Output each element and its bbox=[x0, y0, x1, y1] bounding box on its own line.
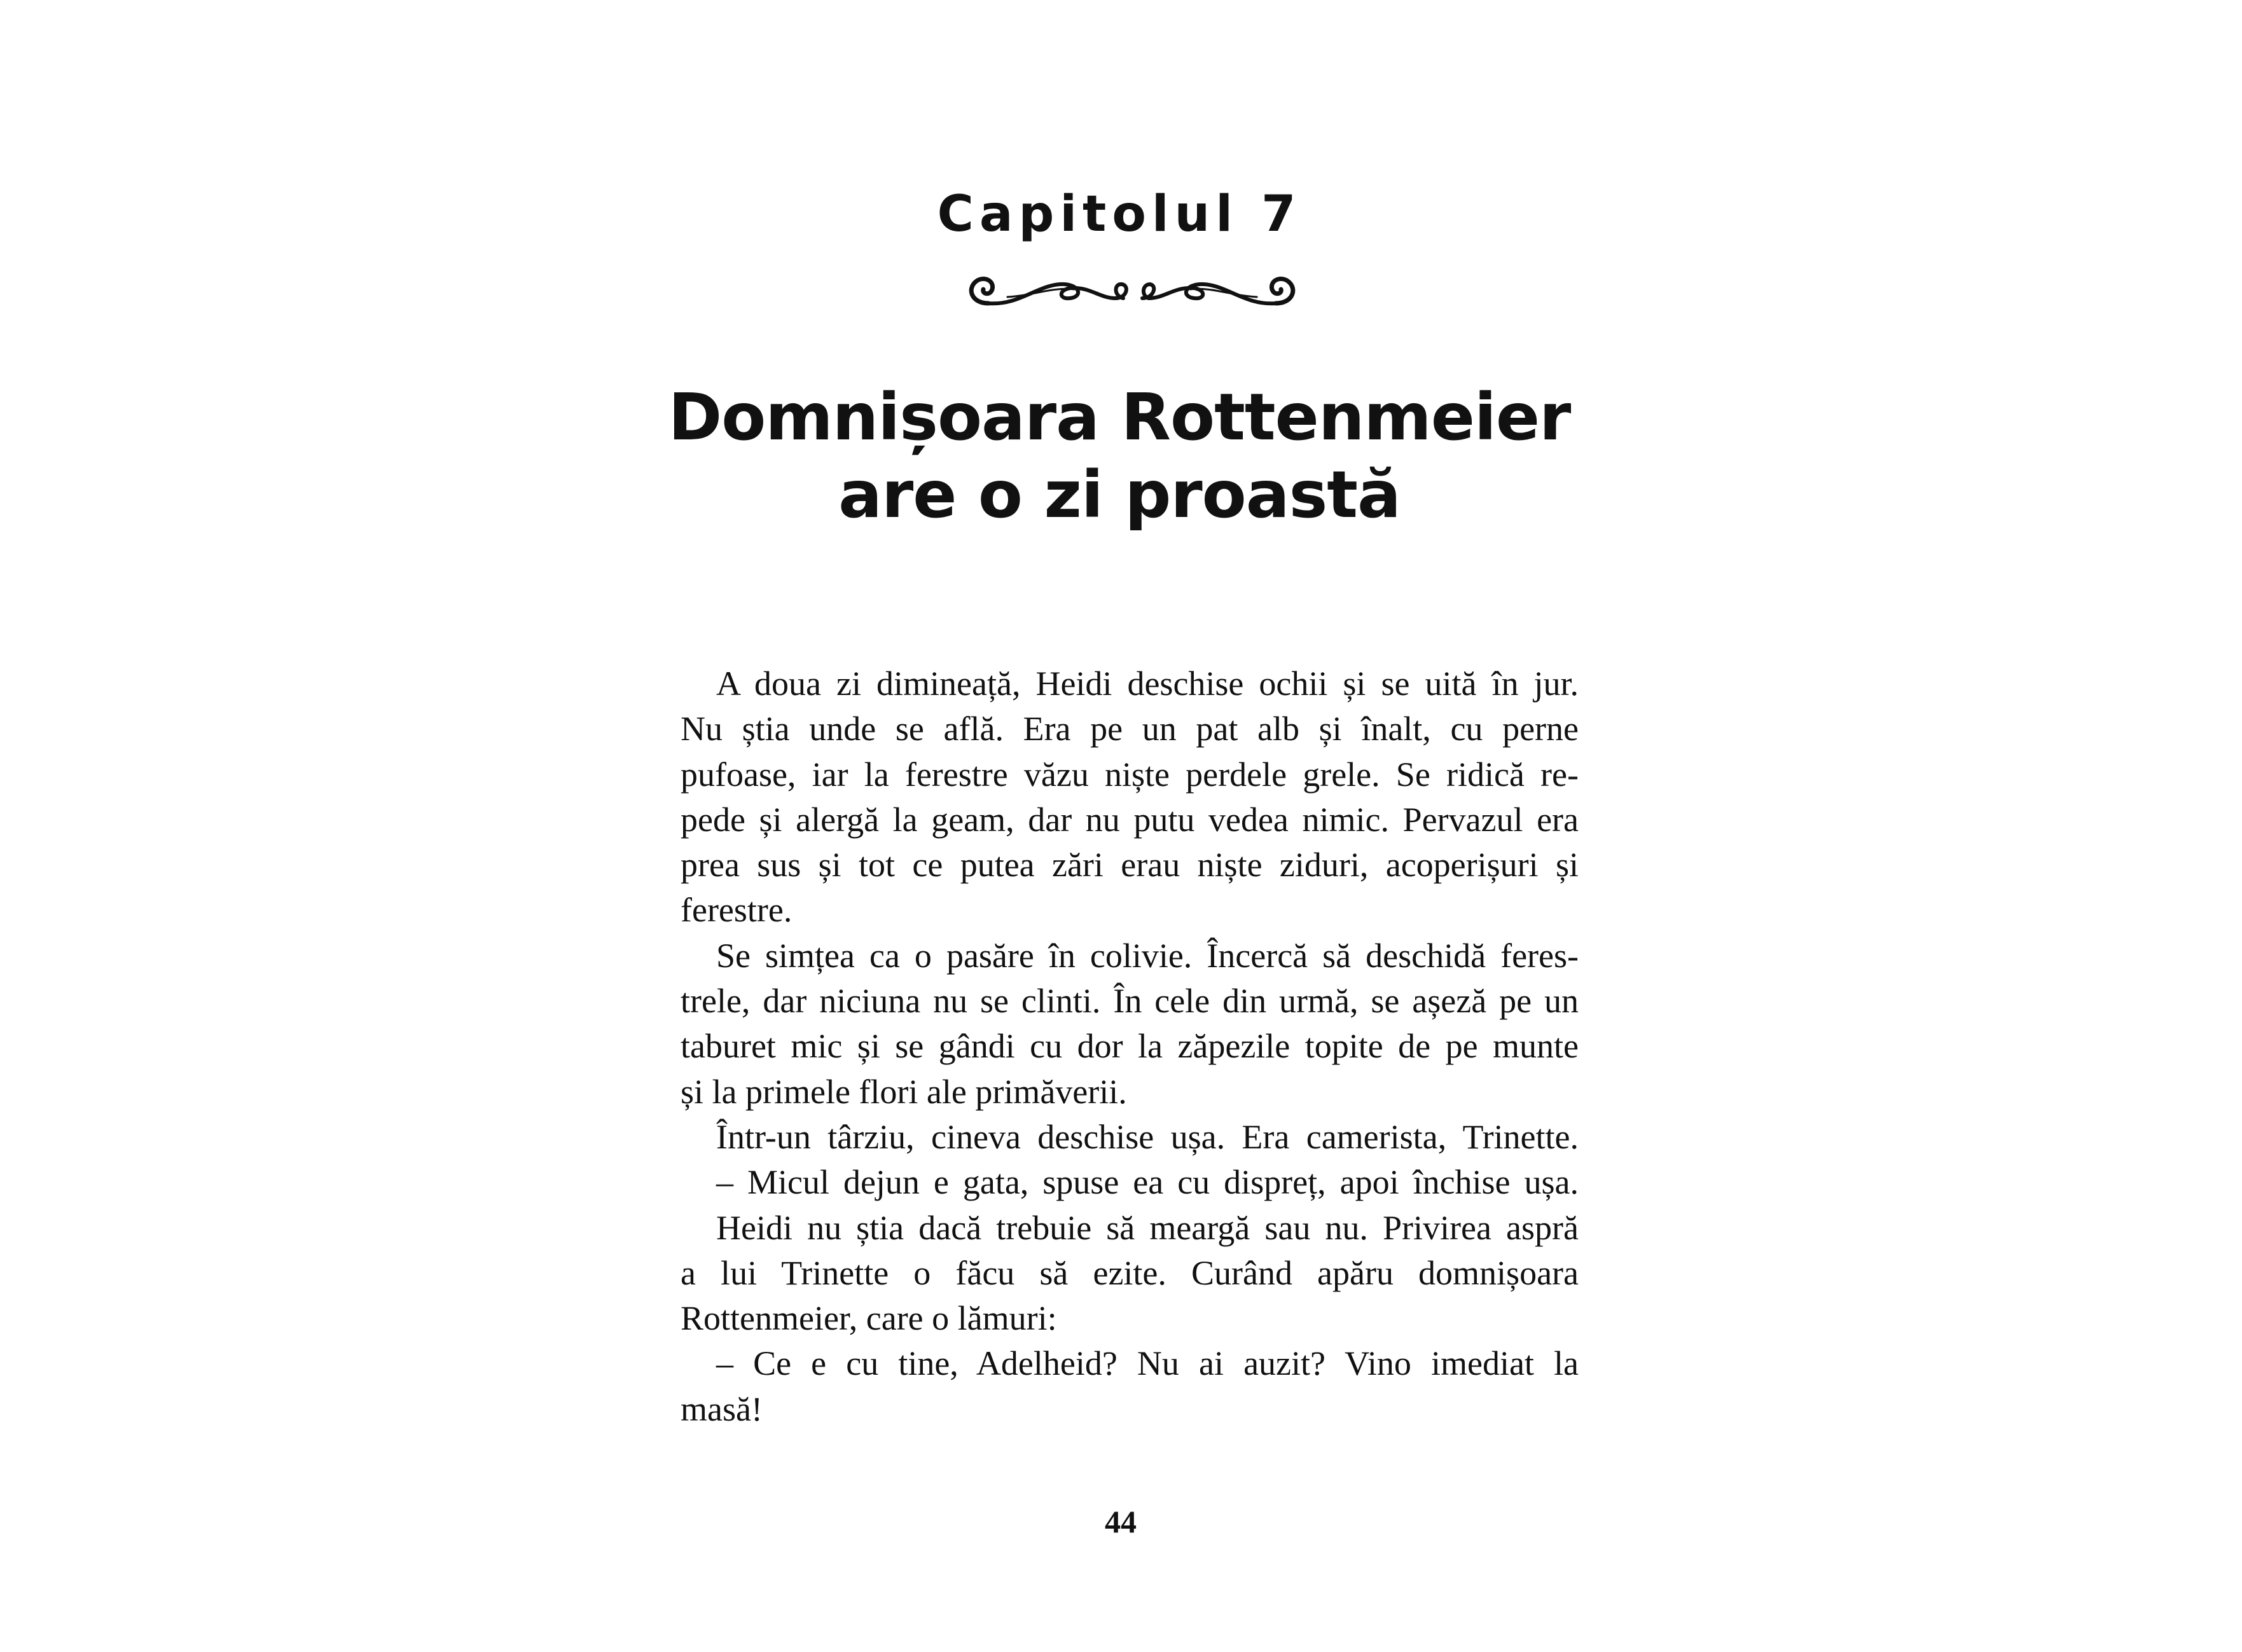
body-text bbox=[681, 661, 1579, 1432]
text-line: masă! bbox=[681, 1389, 763, 1428]
text-line: Rottenmeier, care o lămuri: bbox=[681, 1299, 1057, 1338]
text-line: a lui Trinette o făcu să ezite. Curând apăru domnișoara bbox=[681, 1253, 1579, 1292]
text-line: taburet mic și se gândi cu dor la zăpezile topite de pe munte bbox=[681, 1027, 1579, 1066]
text-line: Nu știa unde se află. Era pe un pat alb și înalt, cu perne bbox=[681, 710, 1579, 748]
text-line: trele, dar niciuna nu se clinti. În cele din urmă, se așeză pe un bbox=[681, 982, 1579, 1021]
page-number: 44 bbox=[1105, 1504, 1137, 1539]
text-line: Heidi nu știa dacă trebuie să meargă sau nu. Privirea aspră bbox=[716, 1208, 1579, 1247]
chapter-title-line: are o zi proastă bbox=[838, 457, 1401, 533]
chapter-title-line: Domnișoara Rottenmeier bbox=[668, 380, 1571, 455]
text-line: Într-un târziu, cineva deschise ușa. Era camerista, Trinette. bbox=[716, 1117, 1579, 1156]
text-line: prea sus și tot ce putea zări erau niște ziduri, acoperișuri și bbox=[681, 846, 1579, 885]
text-line: – Micul dejun e gata, spuse ea cu dispreț, apoi închise ușa. bbox=[716, 1163, 1579, 1202]
text-line: pufoase, iar la ferestre văzu niște perdele grele. Se ridică re- bbox=[681, 755, 1579, 794]
text-line: pede și alergă la geam, dar nu putu vedea nimic. Pervazul era bbox=[681, 800, 1579, 839]
chapter-label: Capitolul 7 bbox=[937, 186, 1302, 243]
flourish-ornament-icon bbox=[963, 270, 1301, 315]
text-line: – Ce e cu tine, Adelheid? Nu ai auzit? Vino imediat la bbox=[716, 1344, 1579, 1383]
text-line: A doua zi dimineață, Heidi deschise ochii și se uită în jur. bbox=[716, 664, 1579, 703]
text-line: și la primele flori ale primăverii. bbox=[681, 1072, 1127, 1111]
chapter-title bbox=[611, 379, 1628, 534]
text-line: Se simțea ca o pasăre în colivie. Încercă să deschidă feres- bbox=[716, 936, 1579, 975]
text-line: ferestre. bbox=[681, 891, 792, 930]
